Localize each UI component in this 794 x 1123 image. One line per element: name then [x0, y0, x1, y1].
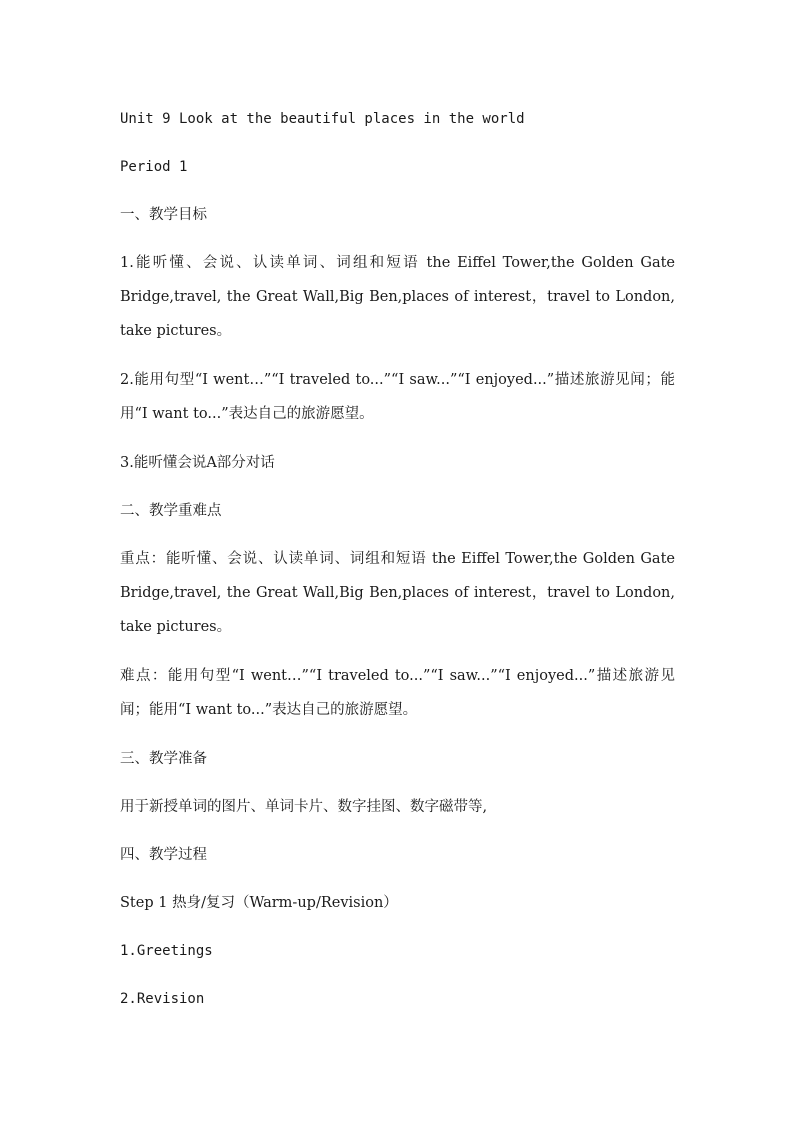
section-heading-process: 四、教学过程 [120, 847, 207, 863]
period-label: Period 1 [120, 159, 188, 175]
objective-2: 2.能用句型“I went…”“I traveled to...”“I saw...”“I enjoyed...”描述旅游见闻；能用“I want to...”表达自己的旅游愿望。 [120, 372, 675, 422]
step-1-heading: Step 1 热身/复习（Warm-up/Revision） [120, 895, 398, 911]
step-1-item-greetings: 1.Greetings [120, 943, 213, 959]
preparation-text: 用于新授单词的图片、单词卡片、数字挂图、数字磁带等, [120, 799, 488, 815]
difficult-points: 难点：能用句型“I went…”“I traveled to...”“I saw...”“I enjoyed...”描述旅游见闻；能用“I want to...”表达自己的旅游愿望。 [120, 668, 675, 718]
objective-1: 1.能听懂、会说、认读单词、词组和短语 the Eiffel Tower,the Golden Gate Bridge,travel, the Great Wall,Big Ben,places of interest，travel to London, take pictures。 [120, 255, 675, 339]
section-heading-key-difficult: 二、教学重难点 [120, 503, 222, 519]
key-points: 重点：能听懂、会说、认读单词、词组和短语 the Eiffel Tower,the Golden Gate Bridge,travel, the Great Wall,Big Ben,places of interest，travel to London, take pictures。 [120, 551, 675, 635]
section-heading-objectives: 一、教学目标 [120, 207, 207, 223]
section-heading-preparation: 三、教学准备 [120, 751, 207, 767]
document-title: Unit 9 Look at the beautiful places in the world [120, 111, 525, 127]
objective-3: 3.能听懂会说A部分对话 [120, 455, 275, 471]
step-1-item-revision: 2.Revision [120, 991, 205, 1007]
